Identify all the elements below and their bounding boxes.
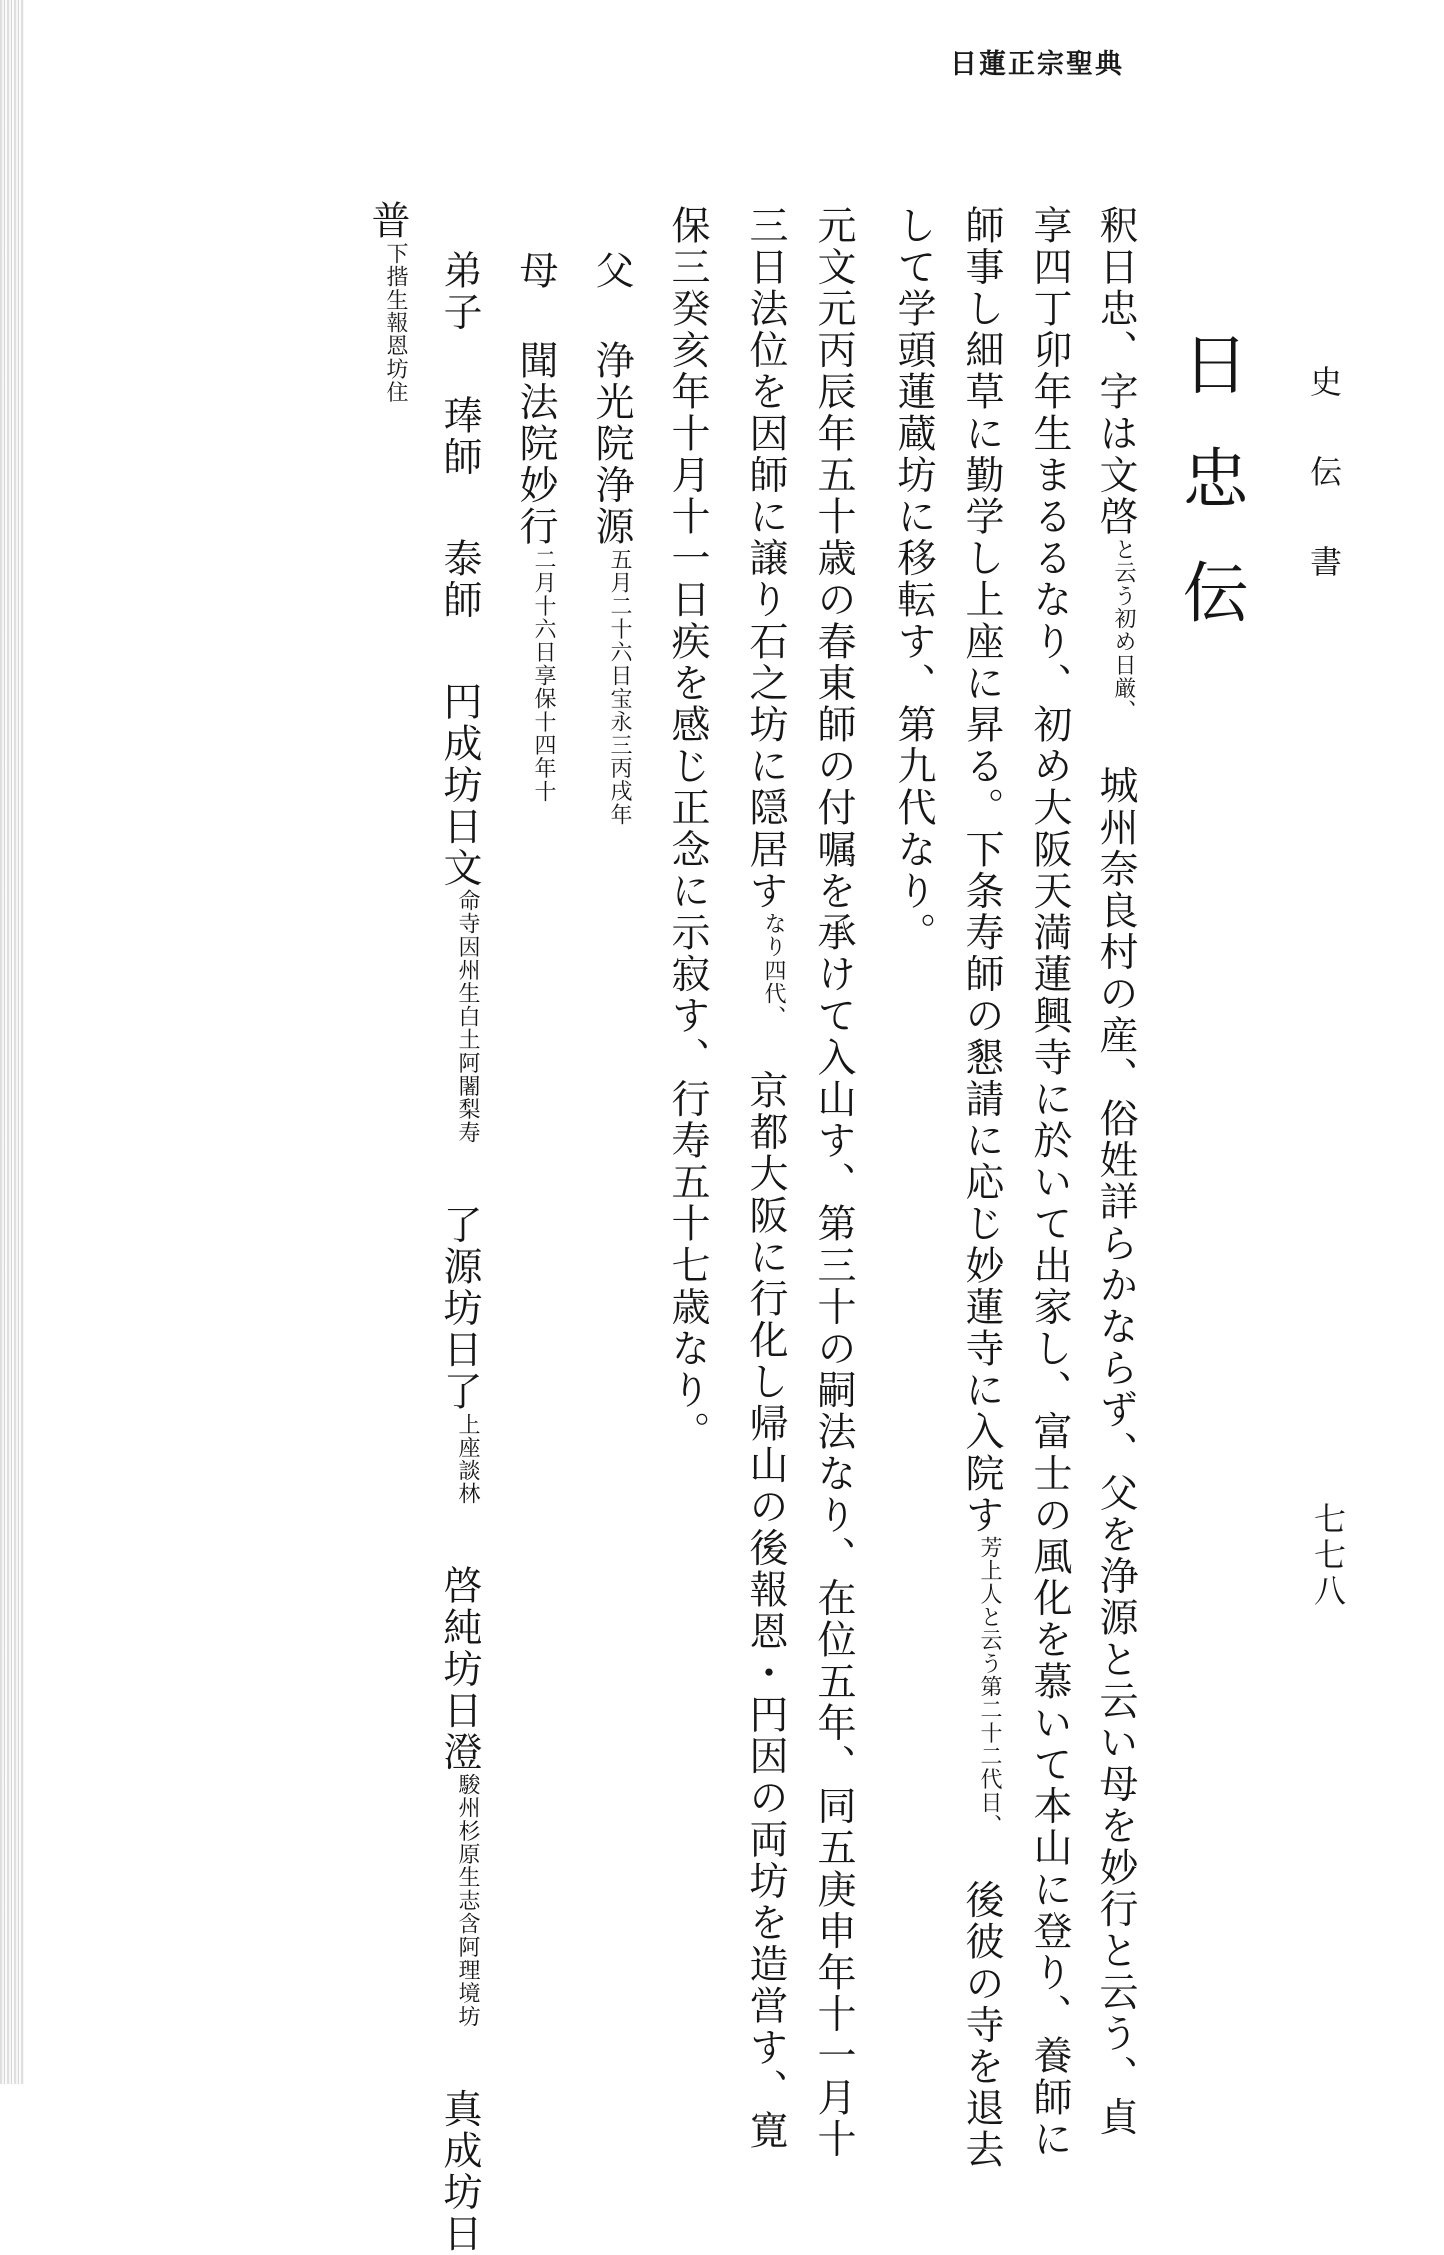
body-column-3	[959, 205, 1004, 2172]
inline-note: 初め日厳、 と云う	[1111, 537, 1136, 724]
body-text: 京都大阪に行化し帰山の後報恩・円因の両坊を造営す、寛	[743, 1070, 788, 2152]
disciple-note: 志含阿理境坊 駿州杉原生	[455, 1773, 480, 2029]
body-text: 城州奈良村の産、俗姓詳らかならず、父を浄源と云い母を妙行と云う、貞	[1093, 765, 1138, 2139]
body-column-2	[1027, 205, 1072, 2161]
father-name: 浄光院浄源	[589, 340, 634, 548]
disciple-item: 琫師	[437, 395, 482, 479]
inline-note: 第二十二代日、 芳上人と云う	[977, 1536, 1002, 1838]
disciple-item: 真成坊日	[437, 2088, 482, 2255]
disciple-item: 啓純坊日澄	[437, 1565, 482, 1774]
mother-name: 聞法院妙行	[513, 340, 558, 548]
body-text: 師事し細草に勤学し上座に昇る。下条寿師の懇請に応じ妙蓮寺に入院す	[959, 205, 1004, 1537]
mother-note: 享保十四年十 二月十六日	[531, 548, 556, 804]
body-text: して学頭蓮蔵坊に移転す、第九代なり。	[891, 205, 936, 954]
body-text: 保三癸亥年十月十一日疾を感じ正念に示寂す、行寿五十七歳なり。	[665, 205, 710, 1453]
body-column-6	[743, 205, 788, 2152]
body-text: 元文元丙辰年五十歳の春東師の付嘱を承けて入山す、第三十の嗣法なり、在位五年、同五庚申年十一月十	[811, 205, 856, 2161]
chapter-title: 日忠伝	[1171, 330, 1248, 672]
continuation-entry	[365, 200, 410, 405]
continuation-note: 報恩坊住 下揩生	[383, 241, 408, 405]
mother-entry	[513, 340, 558, 804]
body-text: 三日法位を因師に譲り石之坊に隠居す	[743, 205, 788, 913]
disciple-note: 談林 上座	[455, 1412, 480, 1506]
disciples-list	[437, 395, 482, 2255]
body-column-7	[665, 205, 710, 1453]
disciples-label: 弟子	[437, 250, 482, 334]
body-text: 享四丁卯年生まるるなり、初め大阪天満蓮興寺に於いて出家し、富士の風化を慕いて本山に登り、養師に	[1027, 205, 1072, 2161]
disciple-item: 泰師	[437, 538, 482, 622]
mother-label: 母	[513, 250, 558, 292]
body-column-5	[811, 205, 856, 2161]
body-text: 後彼の寺を退去	[959, 1879, 1004, 2172]
page-number: 七七八	[1309, 1502, 1347, 1610]
scan-edge	[0, 0, 24, 2084]
father-label: 父	[589, 250, 634, 292]
father-entry	[589, 340, 634, 827]
book-title: 日蓮正宗聖典	[950, 49, 1124, 80]
body-column-4	[891, 205, 936, 954]
series-title: 史伝書	[1305, 365, 1343, 635]
disciple-note: 白土阿闍梨寿 命寺因州生	[455, 889, 480, 1145]
father-note: 宝永三丙戌年 五月二十六日	[607, 548, 632, 827]
disciple-item: 円成坊日文	[437, 681, 482, 890]
body-text: 釈日忠、字は文啓	[1093, 205, 1138, 538]
inline-note: 四代、 なり	[761, 912, 786, 1029]
disciple-item: 了源坊日了	[437, 1204, 482, 1413]
continuation-prefix: 普	[365, 200, 410, 242]
body-column-1	[1093, 205, 1138, 2139]
